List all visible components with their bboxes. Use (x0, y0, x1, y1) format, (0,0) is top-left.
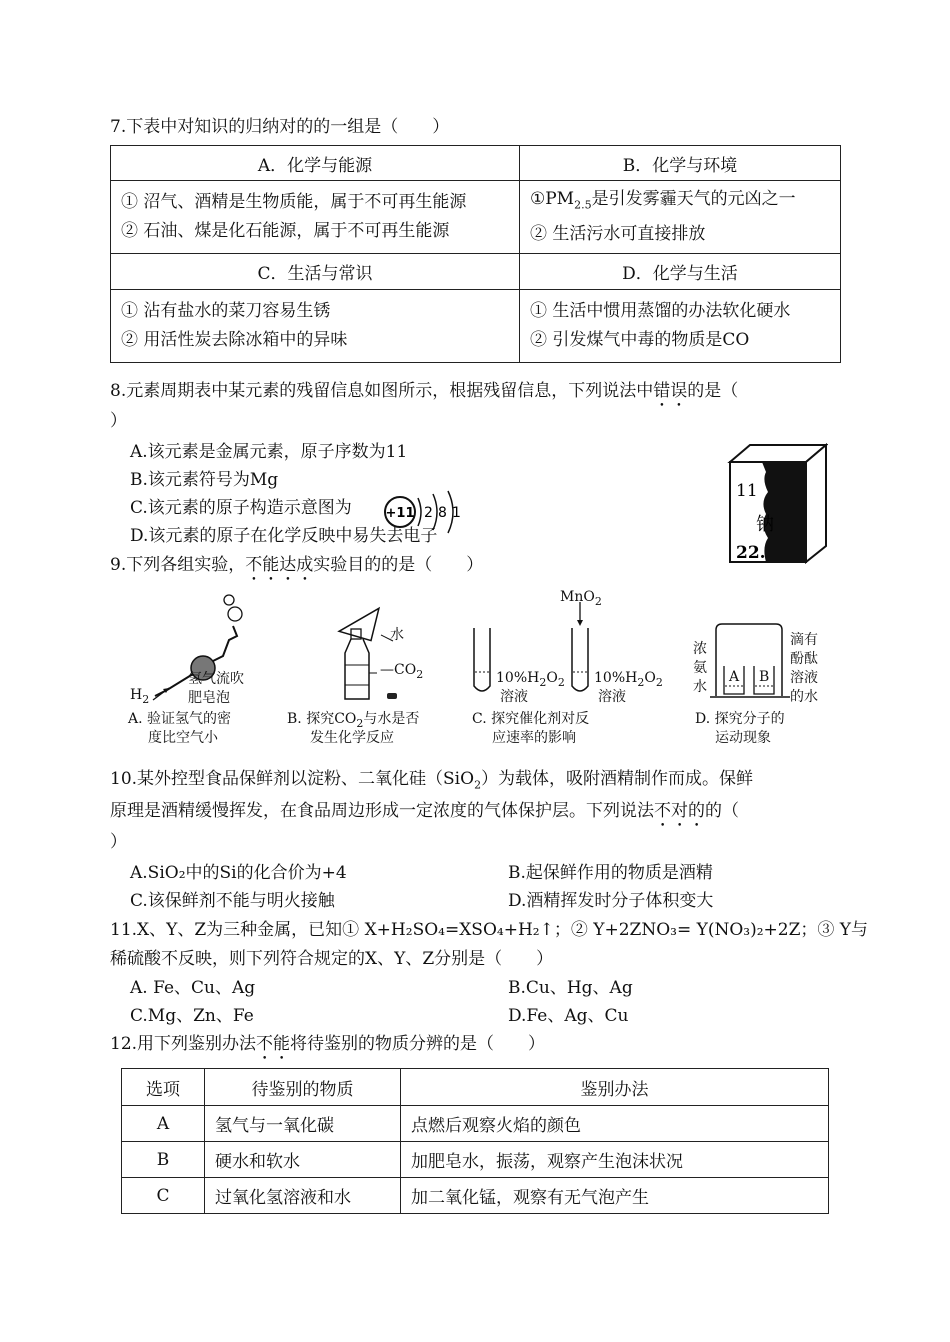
q8-option-b: B.该元素符号为Mg (130, 470, 279, 490)
q7-c-line1: ① 沾有盐水的菜刀容易生锈 (121, 301, 331, 321)
q12-row-b-option: B (122, 1142, 205, 1178)
fig-c-sol-left-a: 10%H (496, 670, 540, 686)
fig-d-right4: 的水 (790, 689, 818, 705)
fig-d-caption2: 运动现象 (715, 730, 771, 746)
q12-header-substance: 待鉴别的物质 (205, 1069, 401, 1106)
q9-stem (110, 554, 483, 585)
q10-line2b: 的（ (705, 801, 739, 821)
tile-atomic-number: 11 (736, 481, 758, 501)
element-tile-fragment (722, 442, 828, 564)
q12-row-a-option: A (122, 1106, 205, 1142)
q7-d-head: D．化学与生活 (520, 254, 841, 290)
fig-d-beaker-b: B (759, 669, 770, 685)
fig-a-caption1: A. 验证氢气的密 (128, 711, 232, 727)
fig-a-gas-text: H (130, 687, 143, 703)
q11-option-b: B.Cu、Hg、Ag (508, 978, 633, 998)
fig-d-left1: 浓 (693, 641, 707, 657)
q12-row-c-option: C (122, 1178, 205, 1214)
q12-row-c-substance: 过氧化氢溶液和水 (205, 1178, 401, 1214)
tile-atomic-mass: 22. (736, 543, 766, 563)
q7-d-line1: ① 生活中惯用蒸馏的办法软化硬水 (530, 301, 791, 321)
q12-row-b-method: 加肥皂水，振荡，观察产生泡沫状况 (401, 1142, 829, 1178)
fig-d-right1: 滴有 (790, 632, 818, 648)
q12-row-a-substance: 氢气与一氧化碳 (205, 1106, 401, 1142)
fig-b-caption1b: 与水是否 (363, 711, 420, 727)
q7-b-line1 (530, 185, 830, 219)
atom-structure-diagram (380, 486, 462, 538)
fig-d-beaker-a: A (729, 669, 740, 685)
q10-option-d: D.酒精挥发时分子体积变大 (508, 891, 714, 911)
bubble-1 (224, 595, 234, 605)
q10-line2 (110, 800, 739, 831)
fig-a-label2: 肥皂泡 (188, 690, 230, 706)
q8-option-d: D.该元素的原子在化学反映中易失去电子 (130, 526, 438, 546)
tile-side-face (806, 445, 826, 562)
q7-c-head: C．生活与常识 (111, 254, 520, 290)
q7-b-line1-sub: 2.5 (574, 198, 592, 212)
q10-line1b: ）为载体，吸附酒精制作而成。保鲜 (481, 769, 754, 789)
q7-b-head: B．化学与环境 (520, 146, 841, 181)
fig-c-mno2: MnO$_2$ (560, 589, 602, 608)
fig-a-gas: $H_2$ (130, 687, 150, 706)
q12-stem-a: 12.用下列鉴别办法 (110, 1034, 257, 1054)
shell-arc-1 (418, 498, 421, 526)
fig-d-caption1: D. 探究分子的 (695, 711, 785, 727)
bubble-2 (228, 607, 242, 621)
fig-b-caption1a: B. 探究CO (287, 711, 357, 727)
q7-a-line1: ① 沼气、酒精是生物质能，属于不可再生能源 (121, 192, 467, 212)
q8-option-c: C.该元素的原子构造示意图为 (130, 498, 352, 518)
q10-option-c: C.该保鲜剂不能与明火接触 (130, 891, 335, 911)
q7-c-body (111, 290, 520, 363)
stopper (387, 693, 397, 699)
q10-line2-emphasis: 不对的 (654, 801, 705, 821)
experiment-b-figure (325, 595, 425, 707)
q8-stem-emphasis: 错误 (653, 381, 688, 401)
q11-option-d: D.Fe、Ag、Cu (508, 1006, 629, 1026)
plastic-bottle (345, 639, 369, 699)
fig-d-left3: 水 (693, 679, 707, 695)
q7-a-body (111, 181, 520, 254)
q7-d-body (520, 290, 841, 363)
fig-c-solution-right: $10\%H_2O_2$ (594, 670, 663, 689)
q8-stem-end: ） (110, 411, 127, 431)
fig-c-solution-left-2: 溶液 (500, 689, 528, 705)
q11-option-c: C.Mg、Zn、Fe (130, 1006, 254, 1026)
bell-jar (716, 624, 782, 696)
q12-table (121, 1068, 829, 1214)
q12-header-method: 鉴别办法 (401, 1069, 829, 1106)
q7-a-head: A．化学与能源 (111, 146, 520, 181)
table-row (122, 1142, 829, 1178)
q8-option-a: A.该元素是金属元素，原子序数为11 (130, 442, 408, 462)
q7-a-line2: ② 石油、煤是化石能源，属于不可再生能源 (121, 221, 450, 241)
fig-c-caption1: C. 探究催化剂对反 (472, 711, 590, 727)
shell-count-2: 8 (438, 505, 447, 521)
q10-line2a: 原理是酒精缓慢挥发，在食品周边形成一定浓度的气体保护层。下列说法 (110, 801, 654, 821)
fig-d-right2: 酚酞 (790, 651, 818, 667)
q7-b-line2: ② 生活污水可直接排放 (530, 223, 706, 244)
fig-a-caption2: 度比空气小 (148, 730, 218, 746)
q9-stem-b: 实验目的的是（ ） (313, 555, 484, 575)
q12-stem (110, 1033, 545, 1064)
q11-option-a: A. Fe、Cu、Ag (130, 978, 256, 998)
table-row (122, 1106, 829, 1142)
q7-b-line1b: 是引发雾霾天气的元凶之一 (591, 189, 796, 210)
glass-tube (211, 626, 237, 662)
experiment-d-figure (710, 620, 790, 700)
fig-c-caption2: 应速率的影响 (492, 730, 576, 746)
q10-line1a: 10.某外控型食品保鲜剂以淀粉、二氧化硅（SiO (110, 769, 475, 789)
q12-stem-b: 将待鉴别的物质分辨的是（ ） (290, 1034, 546, 1054)
q11-line2: 稀硫酸不反映，则下列符合规定的X、Y、Z分别是（ ） (110, 949, 554, 969)
q9-stem-emphasis: 不能达成 (245, 555, 314, 575)
q8-stem-a: 8.元素周期表中某元素的残留信息如图所示，根据残留信息，下列说法中 (110, 381, 654, 401)
q7-table (110, 145, 841, 363)
test-tube-right (572, 628, 588, 691)
q12-header-option: 选项 (122, 1069, 205, 1106)
q8-stem-b: 的是（ (687, 381, 739, 401)
q10-option-a: A.SiO₂中的Si的化合价为+4 (130, 863, 347, 883)
q12-header-row (122, 1069, 829, 1106)
fig-c-solution-left: $10\%H_2O_2$ (496, 670, 565, 689)
q10-line3: ） (110, 832, 127, 852)
mno2-arrowhead (577, 620, 583, 626)
q9-stem-a: 9.下列各组实验， (110, 555, 246, 575)
table-row (122, 1178, 829, 1214)
fig-d-right3: 溶液 (790, 670, 818, 686)
q7-b-line1a: ①PM (530, 189, 575, 210)
fig-b-caption1: B. 探究$CO_2$与水是否 (287, 711, 420, 730)
fig-c-solution-right-2: 溶液 (598, 689, 626, 705)
q11-line1: 11.X、Y、Z为三种金属，已知① X+H₂SO₄=XSO₄+H₂↑；② Y+2ZNO₃= Y(NO₃)₂+2Z；③ Y与 (110, 920, 869, 940)
q10-option-b: B.起保鲜作用的物质是酒精 (508, 863, 713, 883)
fig-c-sol-right-a: 10%H (594, 670, 638, 686)
q7-b-body (520, 181, 841, 254)
q12-row-b-substance: 硬水和软水 (205, 1142, 401, 1178)
fig-b-gas-text: CO (394, 662, 417, 678)
q12-row-a-method: 点燃后观察火焰的颜色 (401, 1106, 829, 1142)
fig-d-left2: 氨 (693, 660, 707, 676)
q7-stem: 7.下表中对知识的归纳对的的一组是（ ） (110, 117, 450, 137)
q12-stem-emphasis: 不能 (256, 1034, 291, 1054)
q7-d-line2: ② 引发煤气中毒的物质是CO (530, 330, 750, 350)
q12-row-c-method: 加二氧化锰，观察有无气泡产生 (401, 1178, 829, 1214)
fig-b-gas: $—CO_2$ (380, 662, 424, 681)
q7-c-line2: ② 用活性炭去除冰箱中的异味 (121, 330, 348, 350)
shell-arc-2 (433, 494, 437, 530)
tile-element-char: 钠 (756, 514, 774, 535)
fig-b-water: 水 (390, 627, 404, 643)
q10-line1: 10.某外控型食品保鲜剂以淀粉、二氧化硅（SiO$_2$）为载体，吸附酒精制作而成。保鲜 (110, 769, 754, 792)
fig-a-label1: 氢气流吹 (188, 671, 244, 687)
shell-count-1: 2 (424, 505, 433, 521)
fig-b-caption2: 发生化学反应 (310, 730, 394, 746)
test-tube-left (474, 628, 490, 691)
burnt-region (762, 462, 806, 562)
shell-count-3: 1 (452, 505, 461, 521)
nucleus-charge: +11 (385, 506, 415, 521)
fig-c-mno2-text: MnO (560, 589, 595, 605)
q8-stem (110, 380, 738, 411)
